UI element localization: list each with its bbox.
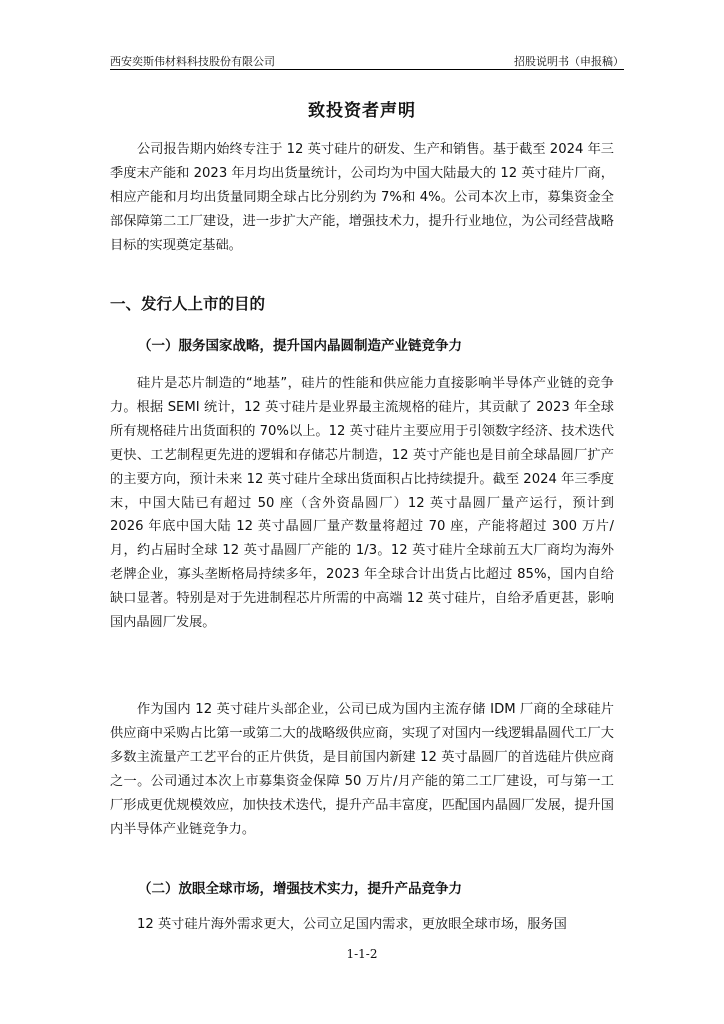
header-document-type: 招股说明书（申报稿）	[514, 55, 624, 68]
body-paragraph-global-demand: 12 英寸硅片海外需求更大，公司立足国内需求，更放眼全球市场，服务国	[137, 917, 567, 932]
page-header	[110, 51, 624, 70]
section-heading-purpose: 一、发行人上市的目的	[110, 295, 266, 313]
body-paragraph-wafer-foundation: 硅片是芯片制造的“地基”，硅片的性能和供应能力直接影响半导体产业链的竞争力。根据 SEMI 统计，12 英寸硅片是业界最主流规格的硅片，其贡献了 2023 年全球所有规格硅片出货面积的 70%以上。12 英寸硅片主要应用于引领数字经济、技术迭代更快、工艺制程更先进的逻辑和存储芯片制造，12 英寸产能也是目前全球晶圆厂扩产的主要方向，预计未来 12 英寸硅片全球出货面积占比持续提升。截至 2024 年三季度末，中国大陆已有超过 50 座（含外资晶圆厂）12 英寸晶圆厂量产运行，预计到 2026 年底中国大陆 12 英寸晶圆厂量产数量将超过 70 座，产能将超过 300 万片/月，约占届时全球 12 英寸晶圆厂产能的 1/3。12 英寸硅片全球前五大厂商均为海外老牌企业，寡头垄断格局持续多年，2023 年全球合计出货占比超过 85%，国内自给缺口显著。特别是对于先进制程芯片所需的中高端 12 英寸硅片，自给矛盾更甚，影响国内晶圆厂发展。	[110, 376, 614, 631]
page-title: 致投资者声明	[308, 101, 416, 121]
page-number: 1-1-2	[346, 947, 378, 961]
subsection-heading-text: （一）服务国家战略，提升国内晶圆制造产业链竞争力	[138, 338, 462, 354]
intro-paragraph: 公司报告期内始终专注于 12 英寸硅片的研发、生产和销售。基于截至 2024 年三季度末产能和 2023 年月均出货量统计，公司均为中国大陆最大的 12 英寸硅片厂商，相应产能和月均出货量同期全球占比分别约为 7%和 4%。公司本次上市，募集资金全部保障第二工厂建设，进一步扩大产能，增强技术力，提升行业地位，为公司经营战略目标的实现奠定基础。	[110, 142, 614, 253]
header-company-name: 西安奕斯伟材料科技股份有限公司	[110, 55, 275, 68]
subsection-heading-text-2: （二）放眼全球市场，增强技术实力，提升产品竞争力	[138, 881, 462, 897]
body-paragraph-company-position: 作为国内 12 英寸硅片头部企业，公司已成为国内主流存储 IDM 厂商的全球硅片供应商中采购占比第一或第二大的战略级供应商，实现了对国内一线逻辑晶圆代工厂大多数主流量产工艺平台的正片供货，是目前国内新建 12 英寸晶圆厂的首选硅片供应商之一。公司通过本次上市募集资金保障 50 万片/月产能的第二工厂建设，可与第一工厂形成更优规模效应，加快技术迭代，提升产品丰富度，匹配国内晶圆厂发展，提升国内半导体产业链竞争力。	[110, 702, 614, 837]
